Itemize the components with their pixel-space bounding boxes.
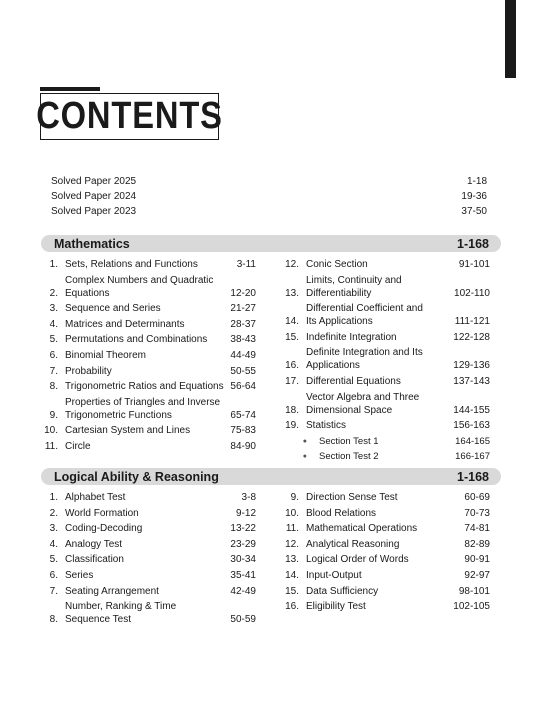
toc-item xyxy=(281,491,490,504)
mathematics-left-column xyxy=(40,258,256,456)
section-test-pages: 166-167 xyxy=(455,450,490,462)
toc-item xyxy=(40,349,256,362)
toc-item-label-line: Definite Integration and Its xyxy=(306,347,423,359)
toc-item-number: 11. xyxy=(44,440,58,452)
toc-item-label-line: Permutations and Combinations xyxy=(65,334,208,346)
section-test-item xyxy=(281,435,490,448)
toc-item-number: 12. xyxy=(285,259,299,270)
toc-item-label xyxy=(299,522,464,535)
toc-item-pages: 75-83 xyxy=(230,425,256,437)
toc-item-pages: 111-121 xyxy=(454,316,490,328)
toc-item-pages: 9-12 xyxy=(235,507,256,519)
toc-item-label xyxy=(299,491,464,504)
toc-item-label xyxy=(299,553,464,566)
toc-item xyxy=(40,318,256,331)
toc-item-number: 15. xyxy=(285,585,299,597)
toc-item xyxy=(281,507,490,520)
toc-item-label-line: Properties of Triangles and Inverse xyxy=(65,396,221,408)
toc-item-number: 5. xyxy=(49,334,58,346)
toc-item xyxy=(281,600,490,613)
toc-item-label xyxy=(299,331,453,344)
toc-item-label-line: Logical Order of Words xyxy=(306,554,409,566)
toc-item-number: 16. xyxy=(285,601,299,613)
toc-item-pages: 30-34 xyxy=(230,554,256,566)
toc-item-pages: 13-22 xyxy=(230,523,256,535)
toc-item-number: 9. xyxy=(290,492,299,503)
section-title: Mathematics xyxy=(54,236,130,251)
toc-item-pages: 102-110 xyxy=(454,287,490,299)
toc-item-label-line: Eligibility Test xyxy=(306,601,366,613)
toc-item-label xyxy=(299,391,453,417)
toc-item-label xyxy=(58,538,230,551)
toc-item-label-line: Seating Arrangement xyxy=(65,585,159,597)
toc-item-label-line: Sequence Test xyxy=(65,614,131,626)
section-test-label: Section Test 1 xyxy=(319,435,379,447)
toc-item-pages: 98-101 xyxy=(458,585,490,597)
toc-item-label-line: Cartesian System and Lines xyxy=(65,425,191,437)
toc-item-number: 7. xyxy=(49,585,58,597)
toc-item-label-line: Analogy Test xyxy=(65,538,123,550)
toc-item-label-line: Number, Ranking & Time xyxy=(65,601,177,613)
toc-item-number: 15. xyxy=(285,331,299,343)
toc-item-number: 2. xyxy=(49,287,58,299)
toc-item xyxy=(281,553,490,566)
toc-item-label-line: Binomial Theorem xyxy=(65,349,146,361)
toc-item-label xyxy=(58,600,230,626)
toc-item-label-line: Differential Coefficient and xyxy=(306,303,423,315)
toc-item-label xyxy=(58,380,230,393)
page-edge-tab xyxy=(505,0,516,78)
toc-item xyxy=(40,365,256,378)
toc-item-label-line: Vector Algebra and Three xyxy=(306,391,420,403)
section-test-pages: 164-165 xyxy=(455,435,490,447)
toc-item-pages: 70-73 xyxy=(464,507,490,519)
solved-paper-pages: 1-18 xyxy=(466,176,487,187)
toc-item-number: 13. xyxy=(285,287,299,299)
toc-item-label-line: Differential Equations xyxy=(306,375,401,387)
toc-item-label-line: Classification xyxy=(65,554,124,566)
toc-item-number: 7. xyxy=(49,365,58,377)
toc-item-label xyxy=(299,274,454,300)
section-test-label: Section Test 2 xyxy=(319,450,379,462)
toc-item-number: 13. xyxy=(285,554,299,566)
toc-item-label xyxy=(299,538,464,551)
toc-item-label xyxy=(58,424,230,437)
toc-item xyxy=(281,346,490,372)
toc-item-label-line: Conic Section xyxy=(306,259,368,270)
section-header-reasoning xyxy=(41,468,501,485)
toc-item-label xyxy=(299,302,455,328)
toc-item xyxy=(40,333,256,346)
toc-item-pages: 102-105 xyxy=(453,601,490,613)
toc-item-number: 1. xyxy=(49,259,58,270)
toc-item xyxy=(281,375,490,388)
toc-item-label xyxy=(299,375,453,388)
toc-item-pages: 50-59 xyxy=(230,614,256,626)
toc-item-pages: 90-91 xyxy=(464,554,490,566)
toc-item-label-line: Data Sufficiency xyxy=(306,585,379,597)
reasoning-right-column xyxy=(281,491,490,616)
toc-item-label xyxy=(58,440,230,453)
toc-item-number: 5. xyxy=(49,554,58,566)
toc-item-label-line: Sets, Relations and Functions xyxy=(65,259,198,270)
toc-item-label xyxy=(299,600,453,613)
toc-item xyxy=(40,258,256,271)
toc-item-pages: 35-41 xyxy=(230,569,256,581)
bullet-icon: ● xyxy=(302,452,307,460)
toc-item-pages: 92-97 xyxy=(464,569,490,581)
toc-item xyxy=(281,274,490,300)
toc-item-label xyxy=(299,569,464,582)
toc-item xyxy=(281,419,490,432)
toc-item-pages: 74-81 xyxy=(464,523,490,535)
toc-item xyxy=(40,538,256,551)
toc-item xyxy=(40,585,256,598)
toc-item-number: 14. xyxy=(285,569,299,581)
toc-item-label-line: Blood Relations xyxy=(306,507,377,519)
toc-item-label-line: Direction Sense Test xyxy=(306,492,398,503)
toc-item-number: 12. xyxy=(285,538,299,550)
toc-item-label-line: Probability xyxy=(65,365,112,377)
toc-item-number: 4. xyxy=(49,538,58,550)
toc-item xyxy=(40,424,256,437)
toc-item xyxy=(40,507,256,520)
page-title: CONTENTS xyxy=(36,95,223,137)
toc-item-number: 4. xyxy=(49,318,58,330)
section-test-item xyxy=(281,450,490,463)
toc-item xyxy=(281,258,490,271)
solved-paper-pages: 19-36 xyxy=(461,191,487,202)
toc-item-label xyxy=(299,258,459,271)
toc-item-label-line: Dimensional Space xyxy=(306,404,393,416)
bullet-icon: ● xyxy=(302,437,307,445)
toc-item-label-line: Statistics xyxy=(306,420,347,432)
toc-item-number: 10. xyxy=(44,425,58,437)
toc-item-pages: 129-136 xyxy=(453,360,490,372)
toc-item-label xyxy=(58,333,230,346)
toc-item-label-line: Equations xyxy=(65,287,110,299)
toc-item-pages: 65-74 xyxy=(230,409,256,421)
toc-item-label-line: Analytical Reasoning xyxy=(306,538,400,550)
toc-item-label-line: Trigonometric Ratios and Equations xyxy=(65,381,224,393)
toc-item-pages: 144-155 xyxy=(453,404,490,416)
toc-item-label-line: Sequence and Series xyxy=(65,303,161,315)
section-title: Logical Ability & Reasoning xyxy=(54,469,219,484)
toc-item xyxy=(40,274,256,300)
toc-item-pages: 82-89 xyxy=(464,538,490,550)
toc-item xyxy=(281,302,490,328)
toc-item xyxy=(40,302,256,315)
toc-item-label-line: Matrices and Determinants xyxy=(65,318,185,330)
toc-item-label-line: Its Applications xyxy=(306,316,373,328)
toc-item-pages: 21-27 xyxy=(230,303,256,315)
toc-item xyxy=(281,522,490,535)
toc-item-number: 18. xyxy=(285,404,299,416)
title-accent-line xyxy=(40,87,100,91)
toc-item xyxy=(40,600,256,626)
toc-item-label xyxy=(58,258,237,271)
toc-item-label-line: Applications xyxy=(306,360,360,372)
toc-item-pages: 91-101 xyxy=(458,259,490,270)
toc-item-number: 11. xyxy=(285,523,299,535)
toc-item-label xyxy=(58,522,230,535)
toc-item-label-line: Input-Output xyxy=(306,569,362,581)
toc-item xyxy=(281,331,490,344)
solved-paper-label: Solved Paper 2025 xyxy=(51,176,137,187)
reasoning-left-column xyxy=(40,491,256,629)
toc-item-label-line: World Formation xyxy=(65,507,139,519)
toc-item-pages: 137-143 xyxy=(453,375,490,387)
toc-item-number: 3. xyxy=(49,523,58,535)
toc-item-pages: 122-128 xyxy=(453,331,490,343)
toc-item-label-line: Trigonometric Functions xyxy=(65,409,172,421)
section-header-mathematics xyxy=(41,235,501,252)
toc-item xyxy=(281,391,490,417)
solved-paper-row xyxy=(51,204,487,219)
toc-item-label xyxy=(58,491,242,504)
toc-item xyxy=(281,585,490,598)
toc-item-pages: 38-43 xyxy=(230,334,256,346)
solved-paper-label: Solved Paper 2024 xyxy=(51,191,137,202)
toc-item-label xyxy=(299,585,459,598)
toc-item-label-line: Differentiability xyxy=(306,287,372,299)
solved-paper-label: Solved Paper 2023 xyxy=(51,206,137,217)
toc-item-label xyxy=(58,318,230,331)
toc-item-label xyxy=(299,419,453,432)
toc-item-pages: 12-20 xyxy=(230,287,256,299)
solved-papers-list xyxy=(51,174,487,219)
toc-item-label xyxy=(58,396,230,422)
toc-item-number: 1. xyxy=(49,492,58,503)
toc-item-pages: 50-55 xyxy=(230,365,256,377)
toc-item xyxy=(40,440,256,453)
toc-item-pages: 44-49 xyxy=(230,349,256,361)
toc-item xyxy=(40,491,256,504)
toc-item-number: 3. xyxy=(49,303,58,315)
toc-item-label xyxy=(58,302,230,315)
toc-item xyxy=(40,396,256,422)
toc-item-label-line: Series xyxy=(65,569,94,581)
toc-item-pages: 3-11 xyxy=(236,259,256,270)
section-pages: 1-168 xyxy=(457,236,489,251)
toc-item xyxy=(40,569,256,582)
toc-item-pages: 28-37 xyxy=(230,318,256,330)
toc-item xyxy=(281,569,490,582)
toc-item-pages: 3-8 xyxy=(241,492,256,503)
toc-item-label xyxy=(58,274,230,300)
contents-title-block xyxy=(36,87,223,141)
toc-item-label xyxy=(58,585,230,598)
toc-item xyxy=(40,522,256,535)
toc-item-pages: 156-163 xyxy=(453,420,490,432)
toc-item-label-line: Coding-Decoding xyxy=(65,523,143,535)
toc-item-label-line: Alphabet Test xyxy=(65,492,126,503)
toc-item-number: 14. xyxy=(285,316,299,328)
toc-item xyxy=(40,553,256,566)
toc-item-number: 19. xyxy=(285,420,299,432)
toc-item-label xyxy=(58,365,230,378)
toc-item-number: 16. xyxy=(285,360,299,372)
toc-item-label-line: Complex Numbers and Quadratic xyxy=(65,274,214,286)
section-pages: 1-168 xyxy=(457,469,489,484)
toc-item-pages: 56-64 xyxy=(230,381,256,393)
toc-item-number: 8. xyxy=(49,381,58,393)
toc-item-number: 17. xyxy=(285,375,299,387)
toc-item-label xyxy=(299,507,464,520)
solved-paper-pages: 37-50 xyxy=(461,206,487,217)
toc-item-label-line: Indefinite Integration xyxy=(306,331,397,343)
toc-item xyxy=(40,380,256,393)
toc-item-label-line: Limits, Continuity and xyxy=(306,274,402,286)
toc-item-label-line: Mathematical Operations xyxy=(306,523,418,535)
toc-item-number: 9. xyxy=(49,409,58,421)
toc-item-pages: 42-49 xyxy=(230,585,256,597)
toc-item xyxy=(281,538,490,551)
toc-item-number: 6. xyxy=(49,569,58,581)
toc-item-pages: 84-90 xyxy=(230,440,256,452)
mathematics-right-column xyxy=(281,258,490,465)
toc-item-label-line: Circle xyxy=(65,440,91,452)
toc-item-label xyxy=(58,349,230,362)
toc-item-label xyxy=(58,569,230,582)
toc-item-number: 10. xyxy=(285,507,299,519)
toc-item-number: 2. xyxy=(49,507,58,519)
toc-item-label xyxy=(299,346,453,372)
title-box xyxy=(36,93,223,140)
toc-item-label xyxy=(58,553,230,566)
toc-item-number: 6. xyxy=(49,349,58,361)
toc-item-pages: 23-29 xyxy=(230,538,256,550)
toc-item-pages: 60-69 xyxy=(464,492,490,503)
toc-item-label xyxy=(58,507,236,520)
solved-paper-row xyxy=(51,189,487,204)
solved-paper-row xyxy=(51,174,487,189)
toc-item-number: 8. xyxy=(49,614,58,626)
